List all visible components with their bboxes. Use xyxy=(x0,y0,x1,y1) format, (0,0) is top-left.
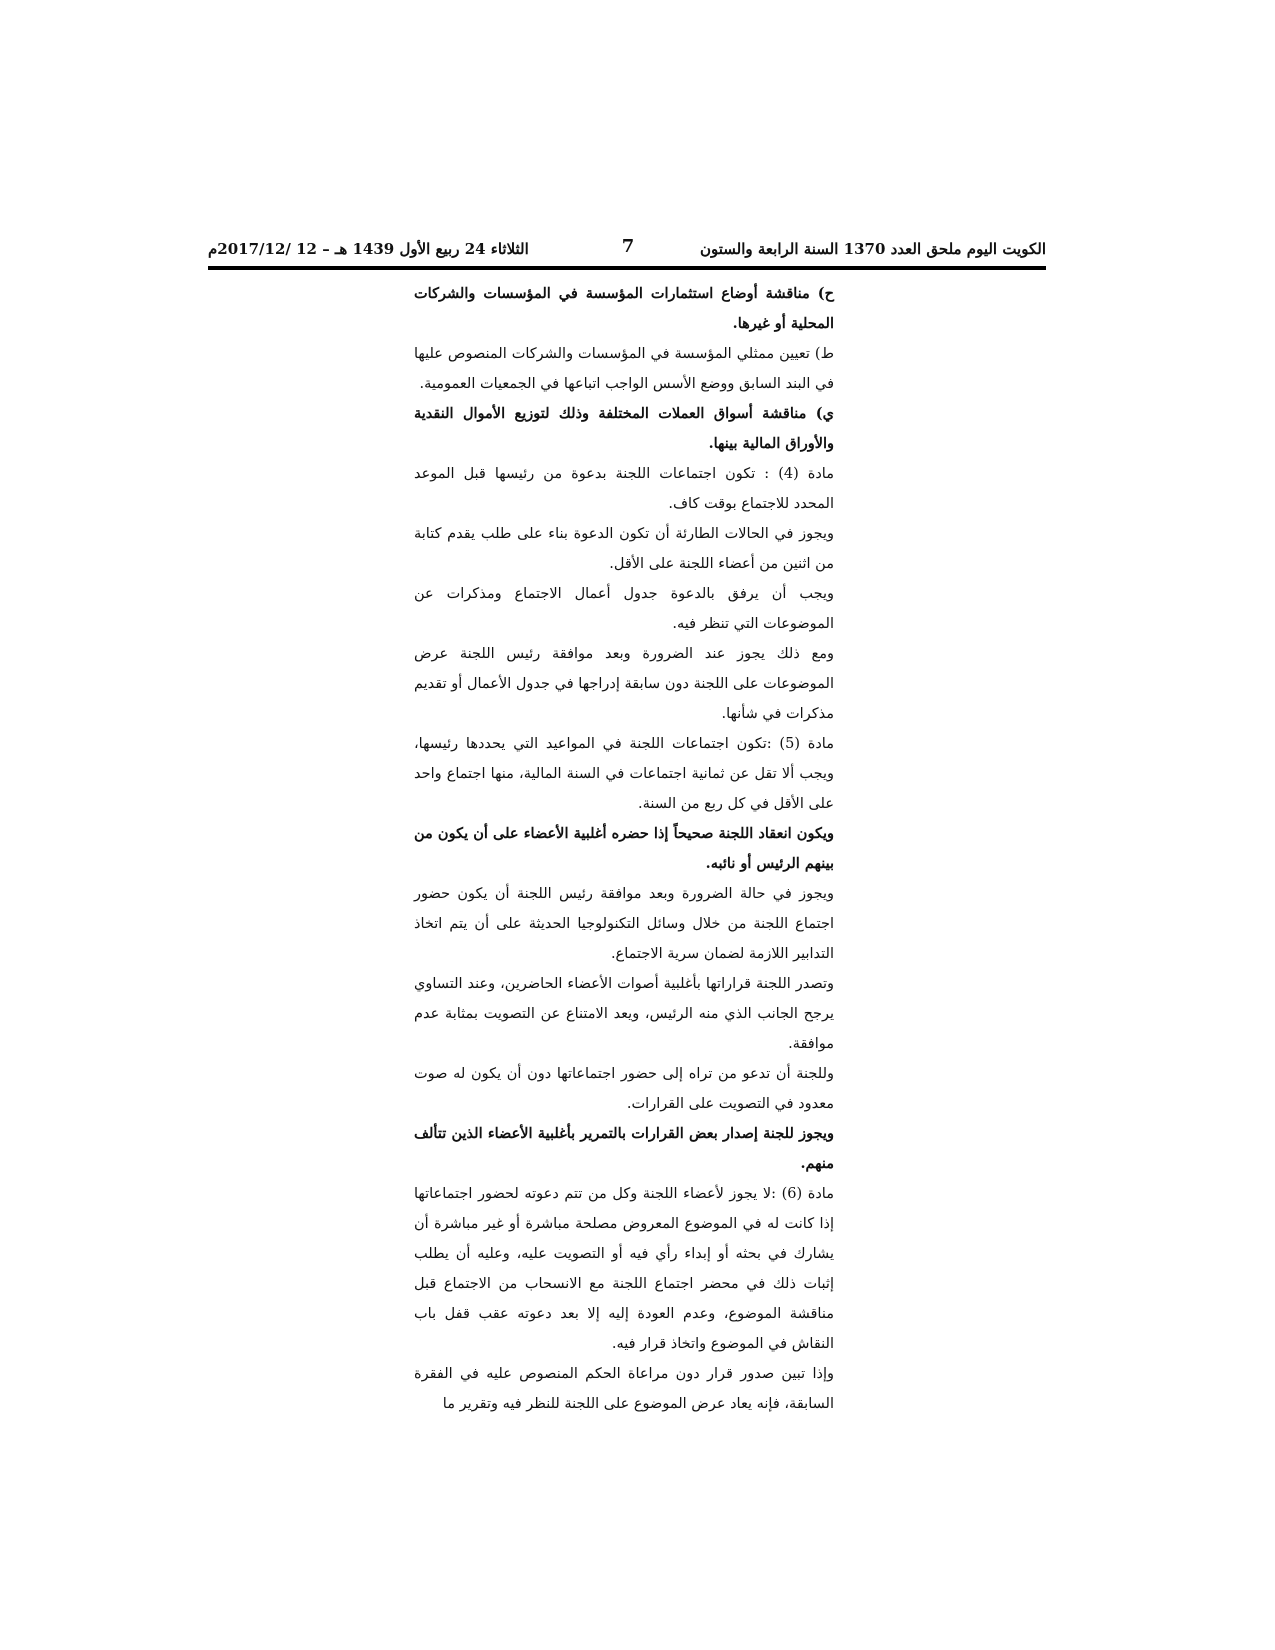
article-5-para-6: ويجوز للجنة إصدار بعض القرارات بالتمرير بأغلبية الأعضاء الذين تتألف منهم. xyxy=(414,1125,834,1172)
article-4: مادة (4) : تكون اجتماعات اللجنة بدعوة من رئيسها قبل الموعد المحدد للاجتماع بوقت كاف. xyxy=(414,466,834,512)
clause-t: ط) تعيين ممثلي المؤسسة في المؤسسات والشركات المنصوص عليها في البند السابق ووضع الأسس الواجب اتباعها في الجمعيات العمومية. xyxy=(414,346,834,392)
page-header xyxy=(208,236,1046,266)
article-6-para-2: وإذا تبين صدور قرار دون مراعاة الحكم المنصوص عليه في الفقرة السابقة، فإنه يعاد عرض الموضوع على اللجنة للنظر فيه وتقرير ما xyxy=(414,1366,834,1412)
header-publication-info: الكويت اليوم ملحق العدد 1370 السنة الرابعة والستون xyxy=(700,240,1046,258)
article-5-para-5: وللجنة أن تدعو من تراه إلى حضور اجتماعاتها دون أن يكون له صوت معدود في التصويت على القرارات. xyxy=(414,1066,834,1112)
page-number: 7 xyxy=(621,236,635,257)
article-5: مادة (5) :تكون اجتماعات اللجنة في المواعيد التي يحددها رئيسها، ويجب ألا تقل عن ثمانية اجتماعات في السنة المالية، منها اجتماع واحد على الأقل في كل ربع من السنة. xyxy=(414,736,834,812)
article-4-para-2: ويجوز في الحالات الطارئة أن تكون الدعوة بناء على طلب يقدم كتابة من اثنين من أعضاء اللجنة على الأقل. xyxy=(414,526,834,572)
clause-h: ح) مناقشة أوضاع استثمارات المؤسسة في المؤسسات والشركات المحلية أو غيرها. xyxy=(414,285,834,332)
article-5-para-3: ويجوز في حالة الضرورة وبعد موافقة رئيس اللجنة أن يكون حضور اجتماع اللجنة من خلال وسائل التكنولوجيا الحديثة على أن يتم اتخاذ التدابير اللازمة لضمان سرية الاجتماع. xyxy=(414,886,834,962)
article-4-para-3: ويجب أن يرفق بالدعوة جدول أعمال الاجتماع ومذكرات عن الموضوعات التي تنظر فيه. xyxy=(414,586,834,632)
clause-y: ي) مناقشة أسواق العملات المختلفة وذلك لتوزيع الأموال النقدية والأوراق المالية بينها. xyxy=(414,405,834,452)
article-5-para-2: ويكون انعقاد اللجنة صحيحاً إذا حضره أغلبية الأعضاء على أن يكون من بينهم الرئيس أو نائبه. xyxy=(414,825,834,872)
article-5-para-4: وتصدر اللجنة قراراتها بأغلبية أصوات الأعضاء الحاضرين، وعند التساوي يرجح الجانب الذي منه الرئيس، ويعد الامتناع عن التصويت بمثابة عدم موافقة. xyxy=(414,976,834,1052)
body-text xyxy=(414,279,834,1419)
article-6: مادة (6) :لا يجوز لأعضاء اللجنة وكل من تتم دعوته لحضور اجتماعاتها إذا كانت له في الموضوع المعروض مصلحة مباشرة أو غير مباشرة أن يشارك في بحثه أو إبداء رأي فيه أو التصويت عليه، وعليه أن يطلب إثبات ذلك في محضر اجتماع اللجنة مع الانسحاب من الاجتماع قبل مناقشة الموضوع، وعدم العودة إليه إلا بعد دعوته عقب قفل باب النقاش في الموضوع واتخاذ قرار فيه. xyxy=(414,1186,834,1352)
header-date: الثلاثاء 24 ربيع الأول 1439 هـ – 12 /2017/12م xyxy=(208,240,529,258)
header-rule xyxy=(208,266,1046,270)
article-4-para-4: ومع ذلك يجوز عند الضرورة وبعد موافقة رئيس اللجنة عرض الموضوعات على اللجنة دون سابقة إدراجها في جدول الأعمال أو تقديم مذكرات في شأنها. xyxy=(414,646,834,722)
